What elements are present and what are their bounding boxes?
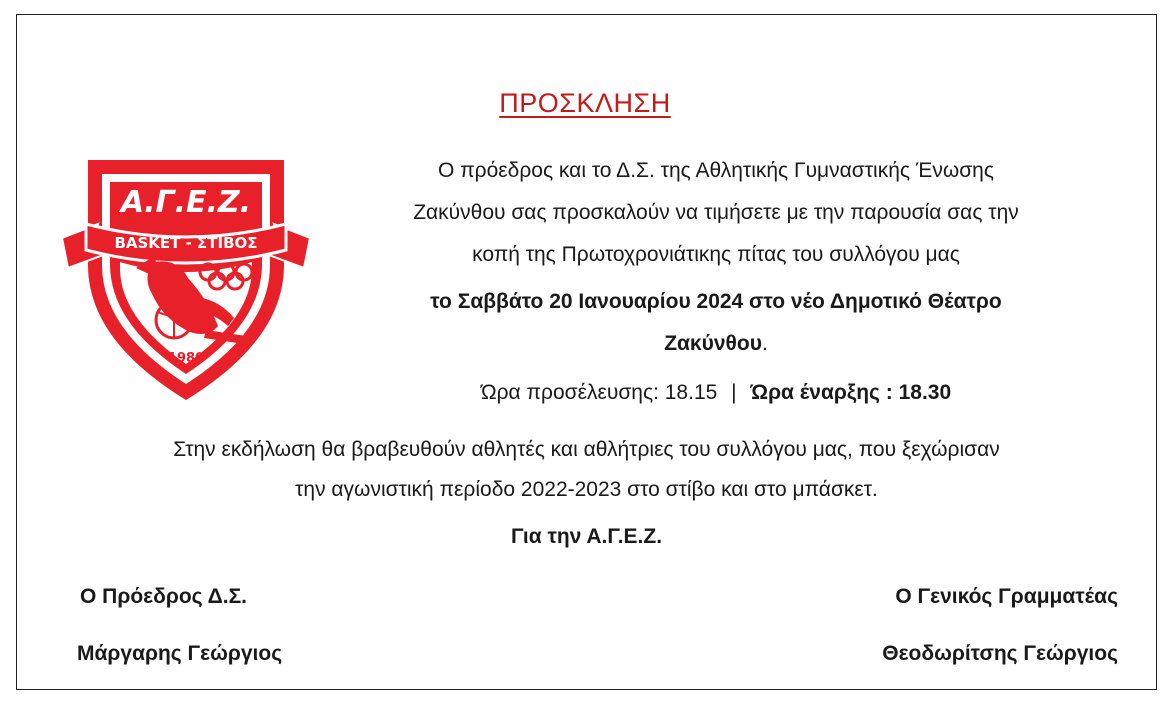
intro-paragraph (326, 150, 1106, 276)
awards-line: Στην εκδήλωση θα βραβευθούν αθλητές και αθλήτριες του συλλόγου μας, που ξεχώρισαν (173, 438, 1000, 461)
start-time: Ώρα έναρξης : 18.30 (750, 381, 952, 404)
invitation-title-text: ΠΡΟΣΚΛΗΣΗ (499, 88, 671, 118)
secretary-title: Ο Γενικός Γραμματέας (895, 585, 1118, 608)
event-times (326, 373, 1106, 413)
intro-line: κοπή της Πρωτοχρονιάτικης πίτας του συλλόγου μας (472, 243, 960, 266)
event-details (326, 281, 1106, 365)
logo-year: 1980 (167, 351, 205, 366)
logo-top-text: Α.Γ.Ε.Ζ. (120, 185, 252, 220)
logo-ribbon-text: BASKET - ΣΤΙΒΟΣ (114, 234, 258, 252)
president-title: Ο Πρόεδρος Δ.Σ. (80, 585, 248, 608)
event-date-venue: το Σαββάτο 20 Ιανουαρίου 2024 στο νέο Δημοτικό Θέατρο (430, 290, 1002, 313)
secretary-name: Θεοδωρίτσης Γεώργιος (882, 642, 1118, 665)
president-name: Μάργαρης Γεώργιος (77, 642, 283, 665)
event-venue-city: Ζακύνθου (664, 332, 762, 355)
intro-line: Ο πρόεδρος και το Δ.Σ. της Αθλητικής Γυμναστικής Ένωσης (438, 159, 994, 182)
arrival-time: Ώρα προσέλευσης: 18.15 (480, 381, 718, 404)
intro-line: Ζακύνθου σας προσκαλούν να τιμήσετε με την παρουσία σας την (413, 201, 1019, 224)
for-organization: Για την Α.Γ.Ε.Ζ. (510, 525, 663, 548)
times-separator: | (731, 381, 737, 404)
event-venue-city-line (326, 323, 1106, 365)
awards-line: την αγωνιστική περίοδο 2022-2023 στο στίβο και στο μπάσκετ. (295, 478, 878, 501)
club-logo-icon (58, 150, 314, 412)
event-period: . (761, 332, 768, 355)
invitation-title (0, 88, 1170, 119)
awards-paragraph (16, 430, 1157, 510)
